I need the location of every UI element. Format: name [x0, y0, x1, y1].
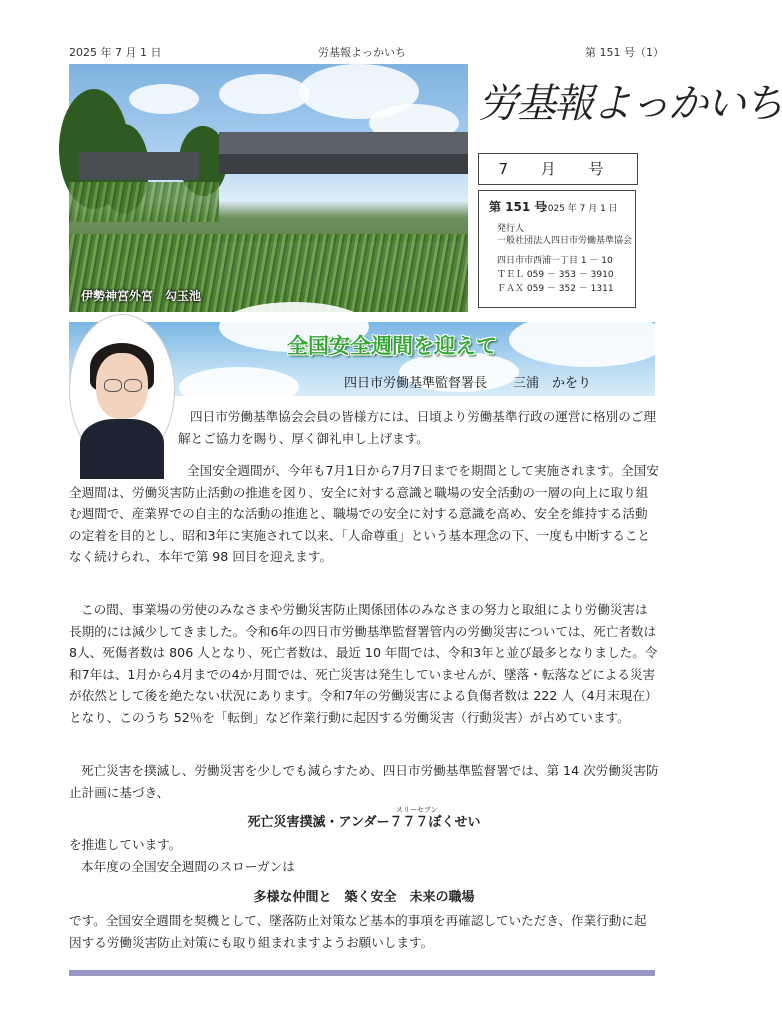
masthead-title: 労基報よっかいち [478, 81, 782, 127]
paragraph-4: 死亡災害を撲滅し、労働災害を少しでも減らすため、四日市労働基準監督署では、第 14 次労働災害防止計画に基づき、 [69, 763, 659, 800]
after-slogan1: を推進しています。 [69, 837, 182, 852]
slogan-1: 死亡災害撲滅・アンダー７７７ぼくせい [247, 815, 481, 830]
publisher-label: 発行人 [497, 224, 525, 234]
article-title: 全国安全週間を迎えて [287, 334, 497, 358]
header-date: 2025 年 7 月 1 日 [69, 46, 162, 59]
paragraph-1: 四日市労働基準協会会員の皆様方には、日頃より労働基準行政の運営に格別のご理解とご協力を賜り、厚く御礼申し上げます。 [178, 409, 656, 446]
paragraph-2: 全国安全週間が、今年も7月1日から7月7日までを期間として実施されます。全国安全週間は、労働災害防止活動の推進を図り、安全に対する意識と職場の安全活動の一層の向上に取り組む週間で、産業界での自主的な活動の推進と、職場での安全に対する意識を高め、安全を維持する活動の定着を目的とし、昭和3年に実施されて以来、「人命尊重」という基本理念の下、一度も中断することなく続けられ、本年で第 98 回目を迎えます。 [69, 463, 659, 564]
slogan-2: 多様な仲間と 築く安全 未来の職場 [253, 890, 475, 905]
author-portrait [69, 314, 175, 466]
header-paper-name: 労基報よっかいち [318, 46, 406, 59]
publisher-name: 一般社団法人四日市労働基準協会 [497, 236, 633, 246]
issue-number: 第 151 号 [489, 200, 547, 214]
article-author: 四日市労働基準監督署長 三浦 かをり [344, 376, 592, 391]
publisher-info-box [478, 190, 636, 308]
month-label: 7 月 号 [478, 153, 638, 185]
closing-paragraph: です。全国安全週間を契機として、墜落防止対策など基本的事項を再確認していただき、作業行動に起因する労働災害防止対策にも取り組まれますようお願いします。 [69, 913, 647, 950]
footer-divider [69, 970, 655, 976]
publisher-address: 四日市市西浦一丁目 1 － 10 [497, 256, 613, 266]
publisher-tel: ＴＥＬ 059 － 353 － 3910 [497, 270, 614, 280]
slogan1-ruby: スリーセブン [396, 806, 438, 814]
cover-photo [69, 64, 468, 312]
issue-date: 2025 年 7 月 1 日 [542, 204, 618, 214]
photo-caption: 伊勢神宮外宮 勾玉池 [81, 289, 202, 303]
header-issue-page: 第 151 号（1） [585, 46, 664, 59]
publisher-fax: ＦＡＸ 059 － 352 － 1311 [497, 284, 614, 294]
intro-slogan2: 本年度の全国安全週間のスローガンは [81, 859, 295, 874]
paragraph-3: この間、事業場の労使のみなさまや労働災害防止関係団体のみなさまの努力と取組により労働災害は長期的には減少してきました。令和6年の四日市労働基準監督署管内の労働災害については、死亡者数は8人、死傷者数は 806 人となり、死亡者数は、最近 10 年間では、令和3年と並び最多となりました。令和7年は、1月から4月までの4か月間では、死亡災害は発生していませんが、墜落・転落などによる災害が依然として後を絶たない状況にあります。令和7年の労働災害による負傷者数は 222 人（4月末現在）となり、このうち 52％を「転倒」など作業行動に起因する労働災害（行動災害）が占めています。 [69, 602, 658, 725]
